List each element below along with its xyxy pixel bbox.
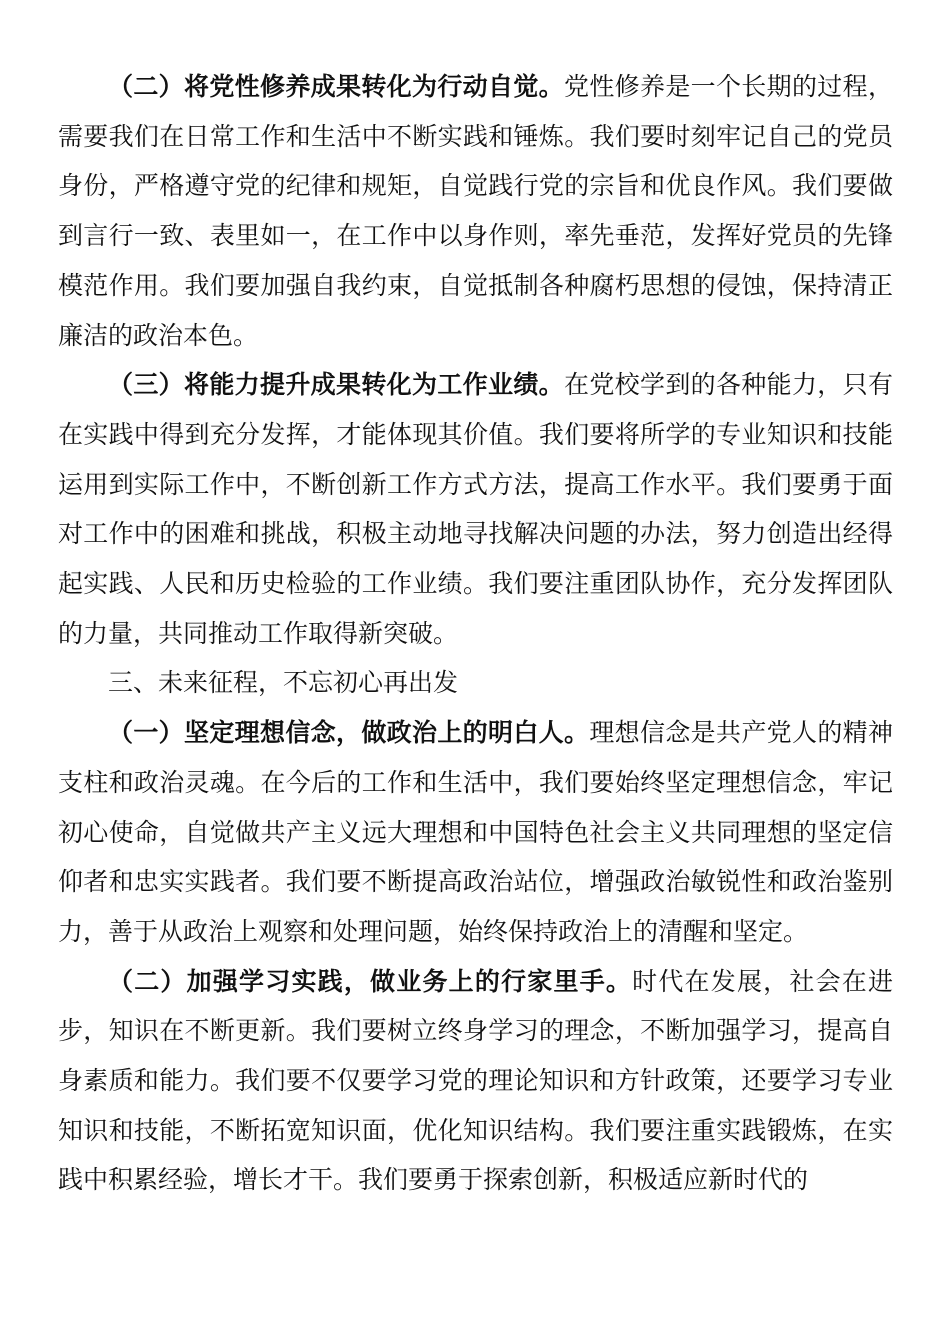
paragraph-body: 理想信念是共产党人的精神支柱和政治灵魂。在今后的工作和生活中，我们要始终坚定理想信念，牢记初心使命，自觉做共产主义远大理想和中国特色社会主义共同理想的坚定信仰者和忠实实践者。我们要不断提高政治站位，增强政治敏锐性和政治鉴别力，善于从政治上观察和处理问题，始终保持政治上的清醒和坚定。	[58, 718, 893, 946]
paragraph-body: 时代在发展，社会在进步，知识在不断更新。我们要树立终身学习的理念，不断加强学习，提高自身素质和能力。我们要不仅要学习党的理论知识和方针政策，还要学习专业知识和技能，不断拓宽知识面，优化知识结构。我们要注重实践锻炼，在实践中积累经验，增长才干。我们要勇于探索创新，积极适应新时代的	[58, 966, 893, 1195]
paragraph-learning	[58, 957, 893, 1206]
paragraph-ideals	[58, 708, 893, 957]
document-page	[58, 62, 893, 1205]
paragraph-body: 在党校学到的各种能力，只有在实践中得到充分发挥，才能体现其价值。我们要将所学的专业知识和技能运用到实际工作中，不断创新工作方式方法，提高工作水平。我们要勇于面对工作中的困难和挑战，积极主动地寻找解决问题的办法，努力创造出经得起实践、人民和历史检验的工作业绩。我们要注重团队协作，充分发挥团队的力量，共同推动工作取得新突破。	[58, 370, 893, 648]
paragraph-lead: （二）将党性修养成果转化为行动自觉。	[108, 72, 564, 101]
paragraph-body: 党性修养是一个长期的过程，需要我们在日常工作和生活中不断实践和锤炼。我们要时刻牢记自己的党员身份，严格遵守党的纪律和规矩，自觉践行党的宗旨和优良作风。我们要做到言行一致、表里如一，在工作中以身作则，率先垂范，发挥好党员的先锋模范作用。我们要加强自我约束，自觉抵制各种腐朽思想的侵蚀，保持清正廉洁的政治本色。	[58, 72, 893, 350]
paragraph-ability	[58, 360, 893, 658]
section-heading: 三、未来征程，不忘初心再出发	[108, 668, 459, 698]
paragraph-party-spirit	[58, 62, 893, 360]
paragraph-lead: （一）坚定理想信念，做政治上的明白人。	[108, 718, 590, 748]
paragraph-lead: （三）将能力提升成果转化为工作业绩。	[108, 370, 564, 400]
paragraph-lead: （二）加强学习实践，做业务上的行家里手。	[108, 966, 633, 996]
